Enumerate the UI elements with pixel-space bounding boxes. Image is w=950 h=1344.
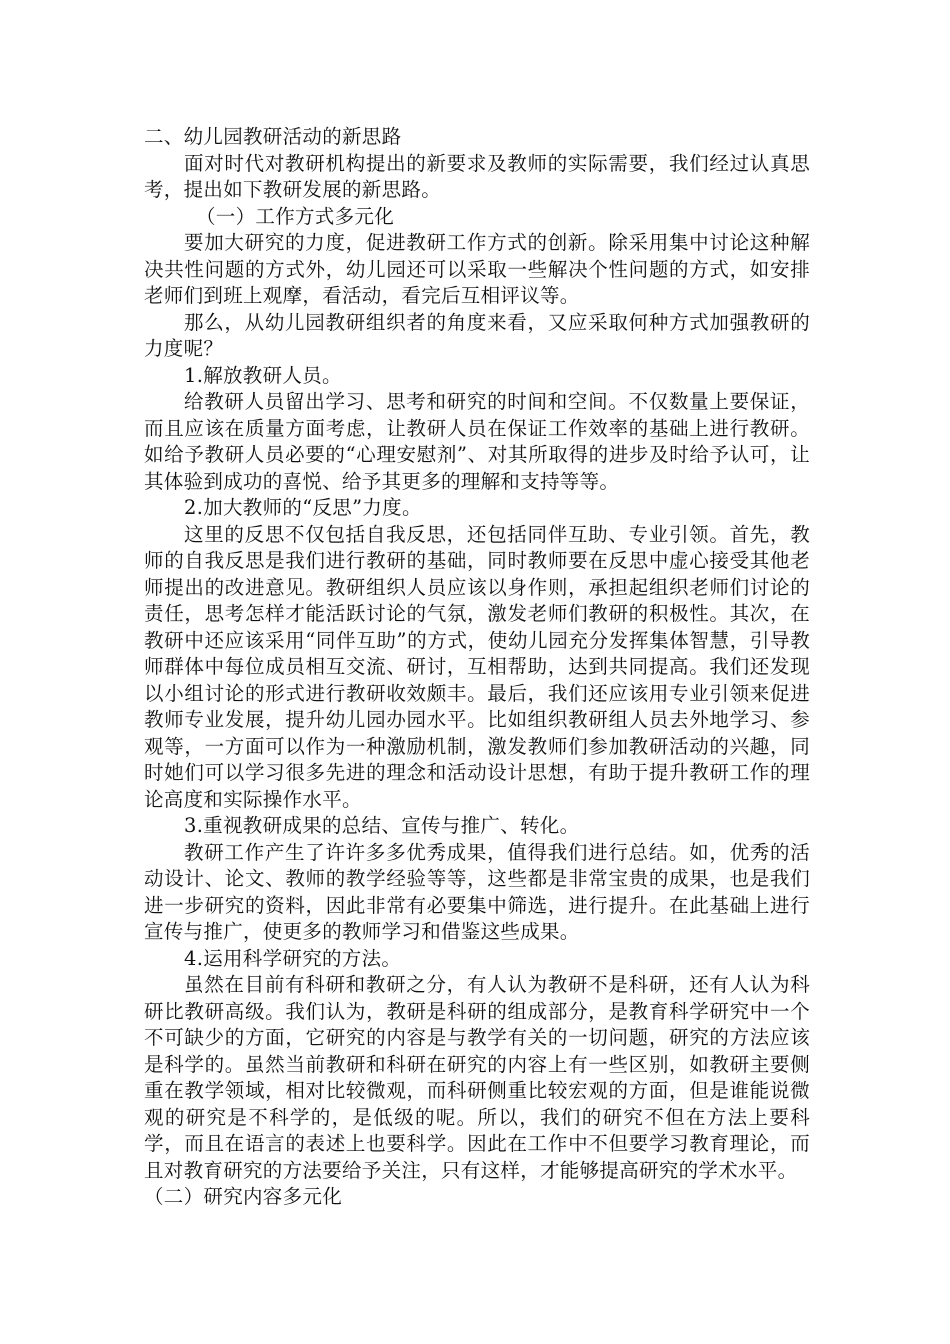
paragraph-intro: 面对时代对教研机构提出的新要求及教师的实际需要，我们经过认真思考，提出如下教研发展的新思路。 <box>144 151 810 201</box>
subsection-heading-work-methods: （一）工作方式多元化 <box>196 204 395 228</box>
paragraph-item-3: 教研工作产生了许许多多优秀成果，值得我们进行总结。如，优秀的活动设计、论文、教师的教学经验等等，这些都是非常宝贵的成果，也是我们进一步研究的资料，因此非常有必要集中筛选，进行提升。在此基础上进行宣传与推广，使更多的教师学习和借鉴这些成果。 <box>144 840 810 943</box>
paragraph-question: 那么，从幼儿园教研组织者的角度来看，又应采取何种方式加强教研的力度呢？ <box>144 310 810 360</box>
item-heading-1: 1.解放教研人员。 <box>184 363 342 387</box>
paragraph-item-1: 给教研人员留出学习、思考和研究的时间和空间。不仅数量上要保证，而且应该在质量方面考虑，让教研人员在保证工作效率的基础上进行教研。如给予教研人员必要的“心理安慰剂”、对其所取得的进步及时给予认可，让其体验到成功的喜悦、给予其更多的理解和支持等等。 <box>144 390 810 493</box>
paragraph-item-2: 这里的反思不仅包括自我反思，还包括同伴互助、专业引领。首先，教师的自我反思是我们进行教研的基础，同时教师要在反思中虚心接受其他老师提出的改进意见。教研组织人员应该以身作则，承担起组织老师们讨论的责任，思考怎样才能活跃讨论的气氛，激发老师们教研的积极性。其次，在教研中还应该采用“同伴互助”的方式，使幼儿园充分发挥集体智慧，引导教师群体中每位成员相互交流、研讨，互相帮助，达到共同提高。我们还发现以小组讨论的形式进行教研收效颇丰。最后，我们还应该用专业引领来促进教师专业发展，提升幼儿园办园水平。比如组织教研组人员去外地学习、参观等，一方面可以作为一种激励机制，激发教师们参加教研活动的兴趣，同时她们可以学习很多先进的理念和活动设计思想，有助于提升教研工作的理论高度和实际操作水平。 <box>144 522 810 811</box>
document-body <box>144 124 810 1211</box>
paragraph-item-4: 虽然在目前有科研和教研之分，有人认为教研不是科研，还有人认为科研比教研高级。我们认为，教研是科研的组成部分，是教育科学研究中一个不可缺少的方面，它研究的内容是与教学有关的一切问题，研究的方法应该是科学的。虽然当前教研和科研在研究的内容上有一些区别，如教研主要侧重在教学领域，相对比较微观，而科研侧重比较宏观的方面，但是谁能说微观的研究是不科学的，是低级的呢。所以，我们的研究不但在方法上要科学，而且在语言的表述上也要科学。因此在工作中不但要学习教育理论，而且对教育研究的方法要给予关注，只有这样，才能够提高研究的学术水平。 <box>144 973 810 1182</box>
item-heading-3: 3.重视教研成果的总结、宣传与推广、转化。 <box>184 814 580 837</box>
section-heading: 二、幼儿园教研活动的新思路 <box>144 125 402 148</box>
paragraph-work-methods: 要加大研究的力度，促进教研工作方式的创新。除采用集中讨论这种解决共性问题的方式外，幼儿园还可以采取一些解决个性问题的方式，如安排老师们到班上观摩，看活动，看完后互相评议等。 <box>144 231 810 307</box>
item-heading-4: 4.运用科学研究的方法。 <box>184 946 402 970</box>
subsection-heading-research-content: （二）研究内容多元化 <box>144 1185 343 1208</box>
item-heading-2: 2.加大教师的“反思”力度。 <box>184 496 422 519</box>
